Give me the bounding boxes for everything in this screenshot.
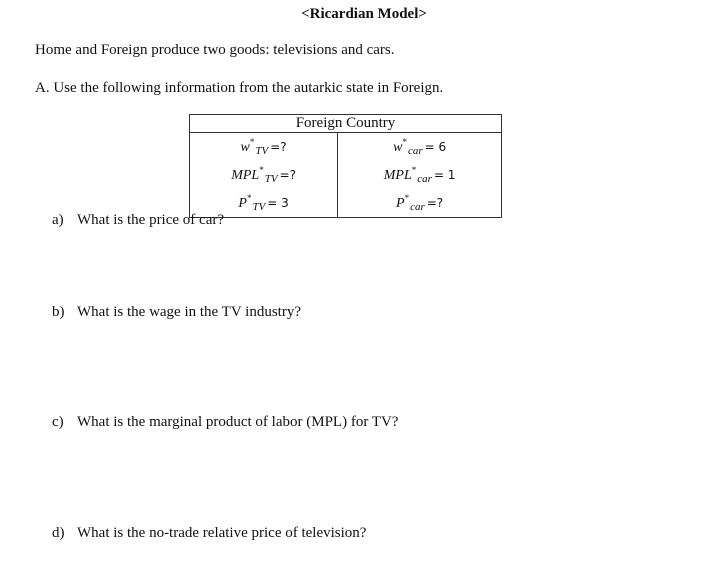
intro-text: Home and Foreign produce two goods: televisions and cars. bbox=[35, 42, 395, 58]
variable-value: = 1 bbox=[433, 168, 456, 182]
question-b bbox=[52, 304, 301, 321]
variable-symbol: P bbox=[396, 196, 405, 211]
question-text: What is the no-trade relative price of television? bbox=[77, 525, 367, 541]
foreign-marker: * bbox=[411, 165, 417, 175]
foreign-marker: * bbox=[402, 137, 407, 147]
document-title: <Ricardian Model> bbox=[301, 6, 427, 22]
variable-symbol: w bbox=[240, 140, 250, 155]
variable-value: =? bbox=[270, 140, 287, 154]
table-cell-mpl-tv bbox=[190, 161, 338, 189]
question-text: What is the wage in the TV industry? bbox=[77, 304, 301, 320]
variable-symbol: MPL bbox=[231, 168, 260, 183]
question-text: What is the marginal product of labor (MPL) for TV? bbox=[77, 414, 399, 430]
foreign-marker: * bbox=[246, 193, 252, 203]
table-header: Foreign Country bbox=[190, 115, 502, 133]
question-label: b) bbox=[52, 304, 65, 320]
foreign-marker: * bbox=[259, 165, 264, 175]
variable-subscript: car bbox=[407, 145, 423, 157]
question-c bbox=[52, 414, 398, 431]
question-a bbox=[52, 212, 224, 229]
variable-value: = 6 bbox=[424, 140, 447, 154]
variable-symbol: P bbox=[238, 196, 247, 211]
foreign-country-table bbox=[189, 114, 502, 218]
question-text: What is the price of car? bbox=[77, 212, 225, 228]
table-cell-wage-car bbox=[338, 133, 502, 162]
variable-value: = 3 bbox=[267, 196, 289, 210]
part-a-instruction: A. Use the following information from the autarkic state in Foreign. bbox=[35, 80, 444, 96]
question-d bbox=[52, 525, 366, 542]
question-label: c) bbox=[52, 414, 64, 430]
foreign-marker: * bbox=[404, 193, 410, 203]
variable-subscript: car bbox=[417, 173, 432, 185]
variable-symbol: w bbox=[393, 140, 403, 155]
table-cell-mpl-car bbox=[338, 161, 502, 189]
question-label: d) bbox=[52, 525, 65, 541]
question-label: a) bbox=[52, 212, 64, 228]
variable-value: =? bbox=[279, 168, 296, 182]
variable-value: =? bbox=[426, 196, 444, 210]
table-cell-wage-tv bbox=[190, 133, 338, 162]
variable-subscript: TV bbox=[252, 201, 266, 213]
variable-subscript: car bbox=[410, 201, 425, 213]
foreign-marker: * bbox=[249, 137, 255, 147]
variable-subscript: TV bbox=[264, 173, 278, 185]
table-cell-price-car bbox=[338, 189, 502, 218]
variable-subscript: TV bbox=[255, 145, 269, 157]
variable-symbol: MPL bbox=[383, 168, 412, 183]
